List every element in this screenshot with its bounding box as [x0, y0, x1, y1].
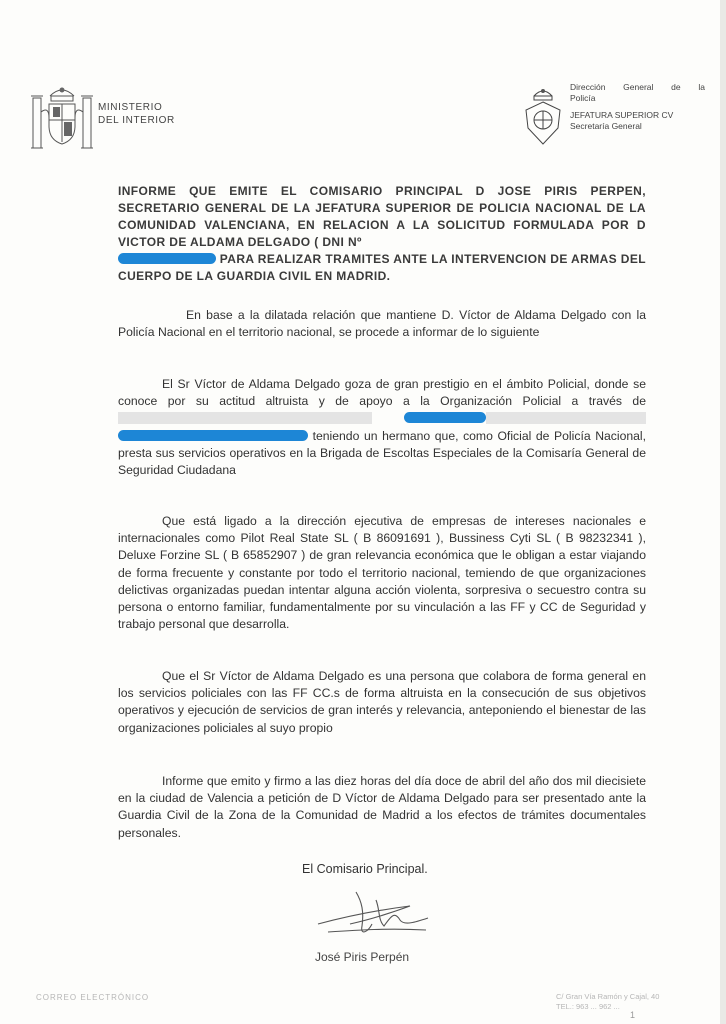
- paragraph-intro: En base a la dilatada relación que mantiene D. Víctor de Aldama Delgado con la Policía Nacional en el territorio nacional, se procede a informar de lo siguiente: [118, 308, 646, 340]
- directorate-line-4: Secretaría General: [570, 121, 642, 131]
- heading-text-end: PARA REALIZAR TRAMITES ANTE LA INTERVENCION DE ARMAS DEL CUERPO DE LA GUARDIA CIVIL EN MADRID.: [118, 252, 647, 283]
- footer-address: [556, 992, 659, 1012]
- heading-text-start: INFORME QUE EMITE EL COMISARIO PRINCIPAL D JOSE PIRIS PERPEN, SECRETARIO GENERAL DE LA JEFATURA SUPERIOR DE POLICIA NACIONAL DE LA COMUNIDAD VALENCIANA, EN RELACION A LA SOLICITUD FORMULADA POR D VICTOR DE ALDAMA DELGADO ( DNI Nº: [118, 184, 646, 249]
- redaction-mark: [118, 430, 308, 441]
- handwritten-signature: [298, 880, 448, 950]
- paragraph-prestige-text-b: teniendo un hermano que, como Oficial de Policía Nacional, presta sus servicios operativos en la Brigada de Escoltas Especiales de la Comisaría General de Seguridad Ciudadana: [118, 428, 647, 478]
- redaction-mark: [404, 412, 486, 423]
- ministry-line-1: MINISTERIO: [98, 102, 163, 113]
- spain-coat-of-arms-icon: [28, 82, 96, 158]
- report-heading: [118, 183, 646, 285]
- page-number: 1: [630, 1010, 636, 1020]
- paragraph-companies: Que está ligado a la dirección ejecutiva de empresas de intereses nacionales e internacionales como Pilot Real State SL ( B 86091691 ), Bussiness Cyti SL ( B 98232341 ), Deluxe Forzine SL ( B 65852907 ) de gran relevancia económica que le obligan a estar viajando de forma frecuente y constante por todo el territorio nacional, temiendo de que organizaciones delictivas organizadas puedan intentar alguna acción violenta, sorpresiva o secuestro contra su persona o entorno familiar, fundamentalmente por su vinculación a las FF y CC de Seguridad y trabajo personal que desarrolla.: [118, 514, 646, 632]
- footer-email-label: CORREO ELECTRÓNICO: [36, 993, 150, 1002]
- paragraph-prestige-text-a: El Sr Víctor de Aldama Delgado goza de gran prestigio en el ámbito Policial, donde se conoce por su actitud altruista y de apoyo a la Organización Policial a través de: [118, 377, 646, 409]
- redaction-mark: [118, 253, 216, 264]
- directorate-line-1: Dirección General de la: [570, 82, 705, 92]
- ministry-line-2: DEL INTERIOR: [98, 115, 175, 126]
- redacted-area: [118, 412, 372, 424]
- signatory-name: José Piris Perpén: [315, 950, 410, 964]
- signature-title: El Comisario Principal.: [302, 862, 428, 876]
- directorate-line-2: Policía: [570, 93, 596, 103]
- directorate-line-3: JEFATURA SUPERIOR CV: [570, 110, 674, 120]
- ministry-name: [98, 101, 175, 127]
- paragraph-prestige: [118, 376, 646, 479]
- redacted-area: [486, 412, 646, 424]
- police-directorate: [570, 82, 705, 132]
- paragraph-collaboration: Que el Sr Víctor de Aldama Delgado es una persona que colabora de forma general en los servicios policiales con las FF CC.s de forma altruista en la consecución de sus objetivos operativos y ejecución de servicios de gran interés y relevancia, anteponiendo el bienestar de las organizaciones policiales al suyo propio: [118, 669, 646, 735]
- footer-address-line-2: TEL.: 963 ... 962 ...: [556, 1002, 620, 1011]
- paragraph-closing: Informe que emito y firmo a las diez horas del día doce de abril del año dos mil diecisiete en la ciudad de Valencia a petición de D Víctor de Aldama Delgado para ser presentado ante la Guardia Civil de la Zona de la Comunidad de Madrid a los efectos de trámites documentales personales.: [118, 774, 646, 840]
- page-edge: [720, 0, 726, 1024]
- police-emblem-icon: [522, 84, 564, 150]
- footer-address-line-1: C/ Gran Vía Ramón y Cajal, 40: [556, 992, 660, 1001]
